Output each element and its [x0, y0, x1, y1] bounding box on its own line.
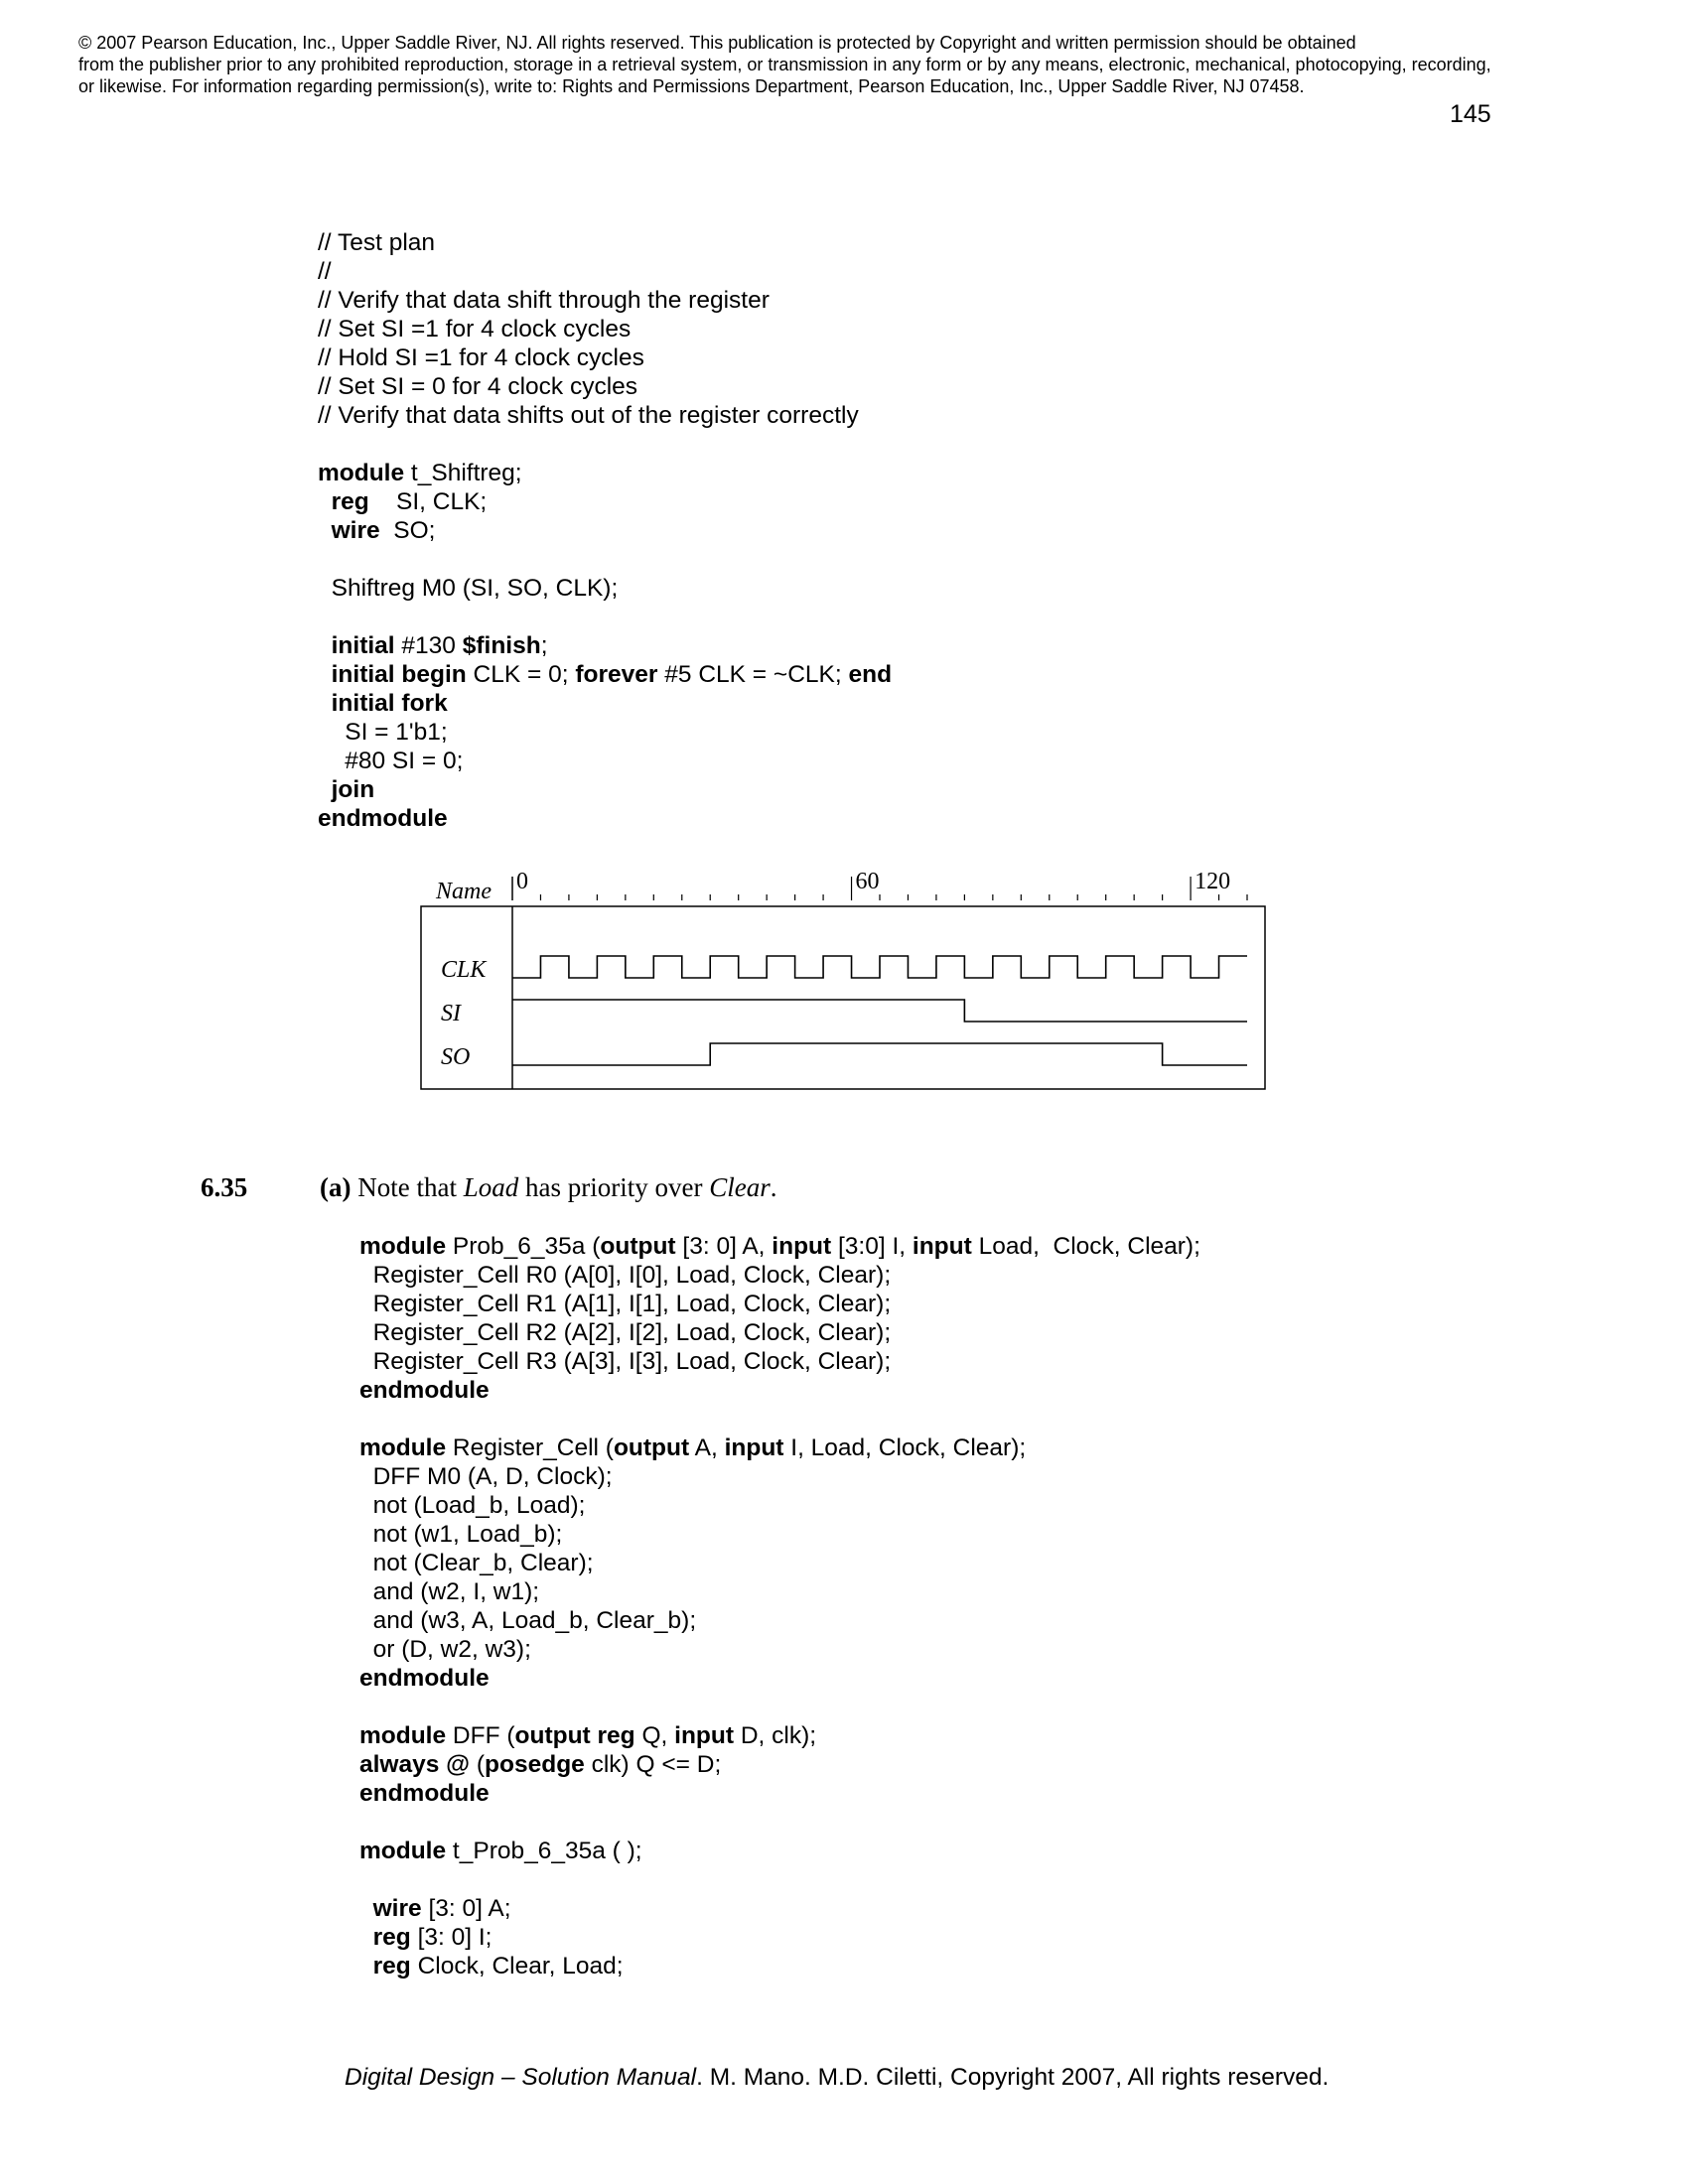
code-keyword: input [724, 1434, 784, 1461]
problem-text: has priority over [518, 1172, 710, 1202]
code-block-prob-6-35a [359, 1232, 1200, 1980]
code-line [359, 1577, 1200, 1606]
code-line [359, 1347, 1200, 1376]
code-line [359, 1837, 1200, 1865]
code-text: and (w3, A, Load_b, Clear_b); [359, 1607, 697, 1634]
code-line [318, 775, 892, 804]
code-line [318, 459, 892, 487]
code-text: // Verify that data shift through the register [318, 287, 770, 314]
code-text: A, [689, 1434, 725, 1461]
code-line [318, 487, 892, 516]
code-line [318, 286, 892, 315]
code-text: // [318, 258, 332, 285]
page-number: 145 [1450, 100, 1491, 128]
code-text: DFF M0 (A, D, Clock); [359, 1463, 613, 1490]
code-text: not (Load_b, Load); [359, 1492, 586, 1519]
signal-names [441, 957, 488, 1070]
footer-credits: . M. Mano. M.D. Ciletti, Copyright 2007, All rights reserved. [696, 2064, 1330, 2091]
waveforms [512, 956, 1247, 1065]
code-keyword: initial [331, 632, 395, 659]
time-label: 60 [855, 869, 880, 894]
code-text: not (Clear_b, Clear); [359, 1550, 594, 1576]
problem-number: 6.35 [201, 1172, 248, 1202]
code-line [318, 545, 892, 574]
time-label: 0 [516, 869, 528, 894]
copyright-notice [78, 32, 1627, 97]
code-text: Register_Cell R2 (A[2], I[2], Load, Clock, Clear); [359, 1319, 892, 1346]
waveform-frame [421, 906, 1265, 1089]
code-text: #80 SI = 0; [318, 748, 464, 774]
waveform-so [512, 1043, 1247, 1065]
name-header: Name [436, 879, 492, 904]
code-line [318, 603, 892, 631]
code-text: t_Shiftreg; [404, 460, 522, 486]
code-text [318, 632, 332, 659]
code-line [318, 315, 892, 343]
code-text: Prob_6_35a ( [446, 1233, 601, 1260]
code-text: I, Load, Clock, Clear); [783, 1434, 1027, 1461]
code-keyword: module [318, 460, 405, 486]
code-text: // Hold SI =1 for 4 clock cycles [318, 344, 644, 371]
code-keyword: posedge [485, 1751, 585, 1778]
code-line [318, 747, 892, 775]
code-line [359, 1664, 1200, 1693]
code-keyword: module [359, 1838, 447, 1864]
code-line [359, 1520, 1200, 1549]
copyright-line: © 2007 Pearson Education, Inc., Upper Saddle River, NJ. All rights reserved. This publication is protected by Copyright and written permission should be obtained [78, 33, 1356, 53]
code-line [318, 401, 892, 430]
code-line [359, 1318, 1200, 1347]
code-text: SI = 1'b1; [318, 719, 448, 746]
problem-word-clear: Clear [709, 1172, 771, 1202]
code-keyword: end [848, 661, 893, 688]
code-line [359, 1290, 1200, 1318]
code-line [359, 1721, 1200, 1750]
code-line [359, 1232, 1200, 1261]
code-text: [3:0] I, [831, 1233, 913, 1260]
code-line [359, 1865, 1200, 1894]
waveform-clk [512, 956, 1247, 978]
code-keyword: reg [372, 1953, 411, 1979]
code-keyword: module [359, 1722, 447, 1749]
code-text [359, 1895, 373, 1922]
time-ticks [540, 877, 1247, 900]
problem-word-load: Load [463, 1172, 519, 1202]
code-keyword: initial begin [331, 661, 467, 688]
code-line [318, 372, 892, 401]
code-text [318, 661, 332, 688]
code-line [359, 1549, 1200, 1577]
code-line [359, 1779, 1200, 1808]
timing-diagram [417, 869, 1271, 1097]
code-text: ( [470, 1751, 486, 1778]
code-text: D, clk); [734, 1722, 817, 1749]
code-line [318, 660, 892, 689]
code-line [359, 1894, 1200, 1923]
code-text: // Verify that data shifts out of the register correctly [318, 402, 859, 429]
code-text: Register_Cell R1 (A[1], I[1], Load, Clock, Clear); [359, 1291, 892, 1317]
code-line [359, 1462, 1200, 1491]
problem-text: . [770, 1172, 777, 1202]
signal-name: SI [441, 1001, 461, 1026]
code-line [318, 574, 892, 603]
code-line [318, 631, 892, 660]
code-line [318, 257, 892, 286]
code-text [318, 488, 332, 515]
code-text: and (w2, I, w1); [359, 1578, 540, 1605]
code-keyword: wire [331, 517, 380, 544]
code-keyword: module [359, 1434, 447, 1461]
code-line [359, 1491, 1200, 1520]
code-keyword: reg [331, 488, 369, 515]
code-text: not (w1, Load_b); [359, 1521, 563, 1548]
code-text: SI, CLK; [368, 488, 488, 515]
code-text: Register_Cell R3 (A[3], I[3], Load, Clock, Clear); [359, 1348, 892, 1375]
code-keyword: wire [372, 1895, 422, 1922]
code-text: Register_Cell ( [446, 1434, 614, 1461]
code-line [359, 1808, 1200, 1837]
time-labels [516, 869, 1230, 894]
code-block-test-plan [318, 228, 892, 833]
code-keyword: join [331, 776, 375, 803]
code-keyword: input [674, 1722, 735, 1749]
code-text: // Set SI =1 for 4 clock cycles [318, 316, 632, 342]
code-line [318, 689, 892, 718]
code-text: [3: 0] A; [421, 1895, 511, 1922]
problem-text: Note that [351, 1172, 464, 1202]
code-line [359, 1376, 1200, 1405]
code-text: // Set SI = 0 for 4 clock cycles [318, 373, 638, 400]
page-footer [345, 2063, 1329, 2093]
code-line [359, 1606, 1200, 1635]
code-text: Load, Clock, Clear); [971, 1233, 1200, 1260]
code-keyword: output [600, 1233, 676, 1260]
code-text: ; [540, 632, 548, 659]
code-keyword: $finish [462, 632, 541, 659]
code-line [359, 1923, 1200, 1952]
code-keyword: module [359, 1233, 447, 1260]
code-line [359, 1750, 1200, 1779]
code-text: #5 CLK = ~CLK; [657, 661, 849, 688]
code-line [318, 718, 892, 747]
code-keyword: input [772, 1233, 832, 1260]
code-keyword: initial fork [331, 690, 448, 717]
signal-name: SO [441, 1044, 471, 1070]
code-line [318, 343, 892, 372]
code-text: Q, [634, 1722, 675, 1749]
code-text: Shiftreg M0 (SI, SO, CLK); [318, 575, 619, 602]
copyright-line: or likewise. For information regarding permission(s), write to: Rights and Permissions Department, Pearson Education, Inc., Upper Saddle River, NJ 07458. [78, 76, 1305, 96]
code-keyword: endmodule [359, 1665, 490, 1692]
code-text [318, 690, 332, 717]
waveform-si [512, 1000, 1247, 1022]
code-text: t_Prob_6_35a ( ); [446, 1838, 642, 1864]
code-text: // Test plan [318, 229, 436, 256]
code-keyword: forever [575, 661, 658, 688]
code-keyword: always @ [359, 1751, 471, 1778]
copyright-line: from the publisher prior to any prohibited reproduction, storage in a retrieval system, or transmission in any form or by any means, electronic, mechanical, photocopying, recording, [78, 55, 1491, 74]
code-text: or (D, w2, w3); [359, 1636, 531, 1663]
code-line [318, 430, 892, 459]
code-line [318, 804, 892, 833]
code-text [318, 517, 332, 544]
code-text: Register_Cell R0 (A[0], I[0], Load, Clock, Clear); [359, 1262, 892, 1289]
code-line [359, 1693, 1200, 1721]
code-text: [3: 0] A, [675, 1233, 773, 1260]
code-keyword: output reg [514, 1722, 635, 1749]
code-text: clk) Q <= D; [584, 1751, 722, 1778]
code-line [359, 1635, 1200, 1664]
code-line [359, 1405, 1200, 1433]
code-line [359, 1952, 1200, 1980]
time-label: 120 [1195, 869, 1231, 894]
code-text: [3: 0] I; [410, 1924, 492, 1951]
code-line [318, 516, 892, 545]
code-keyword: input [912, 1233, 972, 1260]
code-keyword: reg [372, 1924, 411, 1951]
code-text: DFF ( [446, 1722, 515, 1749]
signal-name: CLK [441, 957, 487, 983]
code-text [318, 776, 332, 803]
code-keyword: output [613, 1434, 690, 1461]
code-text [359, 1924, 373, 1951]
problem-part: (a) [320, 1172, 352, 1202]
code-text [359, 1953, 373, 1979]
code-line [359, 1261, 1200, 1290]
code-line [318, 228, 892, 257]
code-text: CLK = 0; [466, 661, 576, 688]
code-text: #130 [394, 632, 463, 659]
code-text: SO; [379, 517, 436, 544]
code-keyword: endmodule [318, 805, 448, 832]
code-keyword: endmodule [359, 1377, 490, 1404]
problem-statement [320, 1171, 776, 1203]
code-keyword: endmodule [359, 1780, 490, 1807]
footer-book-title: Digital Design – Solution Manual [345, 2064, 697, 2091]
code-line [359, 1433, 1200, 1462]
code-text: Clock, Clear, Load; [410, 1953, 624, 1979]
